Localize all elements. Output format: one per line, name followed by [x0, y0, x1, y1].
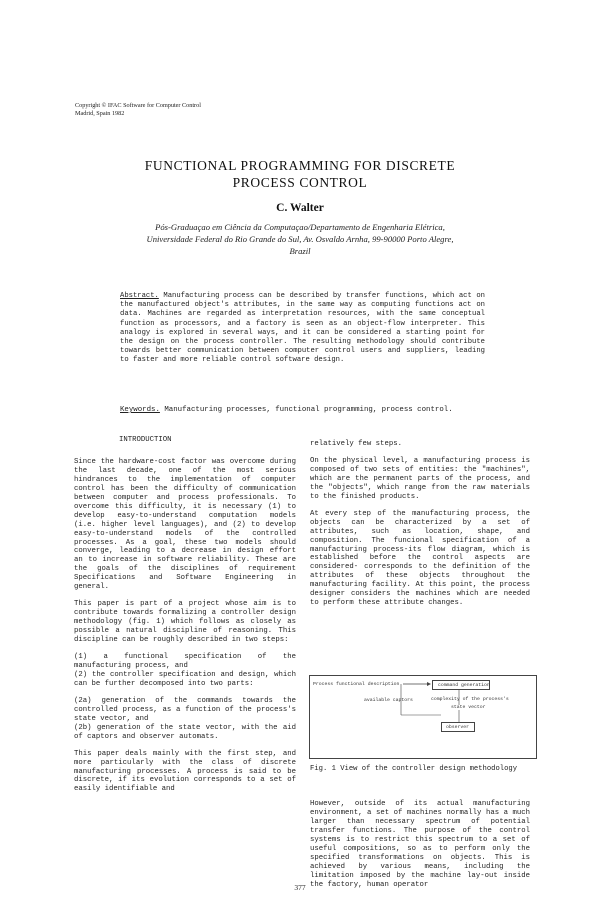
- figure-label-state-vector: state vector: [451, 705, 486, 710]
- copyright-line-1: Copyright © IFAC Software for Computer Control: [75, 102, 201, 109]
- affiliation-line-1: Pós-Graduaçao em Ciência da Computaçao/Departamento de Engenharia Elétrica,: [155, 222, 445, 232]
- list-item-2b: (2b) generation of the state vector, with the aid of captors and observer automats.: [74, 723, 296, 741]
- figure-connectors: [309, 675, 537, 759]
- keywords-text: Manufacturing processes, functional programming, process control.: [164, 406, 453, 414]
- right-column: [310, 440, 530, 616]
- figure-1-diagram: [309, 675, 537, 759]
- intro-paragraph-3: This paper deals mainly with the first step, and more particularly with the class of discrete manufacturing processes. A process is said to be discrete, if its evolution corresponds to a set of easily identifiable and: [74, 749, 296, 794]
- right-paragraph-0: relatively few steps.: [310, 440, 402, 448]
- keywords: [120, 406, 500, 415]
- right-paragraph-3: However, outside of its actual manufacturing environment, a set of machines normally has a much larger than necessary spectrum of potential transfer functions. The purpose of the control systems is to restrict this spectrum to a set of useful compositions, so as to perform only the specified transformations on objects. This is achieved by various means, including the limitation imposed by the machine lay-out inside the factory, human operator: [310, 800, 530, 889]
- list-item-1: (1) a functional specification of the manufacturing process, and: [74, 653, 296, 670]
- copyright-notice: [75, 102, 201, 117]
- abstract-label: Abstract.: [120, 292, 159, 300]
- figure-label-command: command generation: [438, 682, 490, 688]
- page-number: 377: [294, 883, 306, 892]
- figure-box-observer: [441, 722, 475, 732]
- right-paragraph-1: On the physical level, a manufacturing process is composed of two sets of entities: the "machines", which are the permanent parts of the process, and the "objects", which range from the raw materials to the finished products.: [310, 456, 530, 501]
- intro-paragraph-2: This paper is part of a project whose aim is to contribute towards formalizing a controller design methodology (fig. 1) which follows as closely as possible a natural discipline of reasoning. This discipline can be roughly described in two steps:: [74, 600, 296, 645]
- figure-label-spec: Process functional description: [313, 682, 400, 687]
- list-item-2: (2) the controller specification and design, which can be further decomposed into two parts:: [74, 670, 296, 688]
- paper-title: [0, 157, 600, 191]
- intro-paragraph-1: Since the hardware-cost factor was overcome during the last decade, one of the most serious hindrances to the implementation of computer control has been the difficulty of communication between computer and process professionals. To overcome this difficulty, it is necessary (1) to develop easy-to-understand computation models (i.e. higher level languages), and (2) to develop easy-to-understand models of the controlled processes. As a goal, these two models should converge, leading to a decrease in design effort an to increase in software reliability. These are the goals of the disciplines of requirement Specifications and Software Engineering in general.: [74, 457, 296, 592]
- author-name: C. Walter: [276, 202, 324, 214]
- title-line-2: PROCESS CONTROL: [232, 175, 368, 190]
- arrow-head-cmd: [427, 682, 431, 686]
- abstract-text: Manufacturing process can be described by transfer functions, which act on the manufactured object's attributes, in the same way as computing functions act on data. Machines are regarded as interpretation resources, with the same conceptual function as processors, and a factory is seen as an object-flow interpreter. This analogy is explored in several ways, and it can be considered a starting point for the design on the process controller. The resulting methodology should contribute towards better communication between computer control users and suppliers, leading to faster and more reliable control software design.: [120, 292, 485, 365]
- list-item-2a: (2a) generation of the commands towards the controlled process, as a function of the process's state vector, and: [74, 696, 296, 723]
- copyright-line-2: Madrid, Spain 1982: [75, 109, 125, 117]
- figure-label-observer: observer: [446, 724, 470, 730]
- keywords-label: Keywords.: [120, 406, 160, 414]
- abstract: [120, 292, 485, 366]
- left-column: [74, 436, 296, 802]
- section-heading-introduction: INTRODUCTION: [119, 436, 172, 444]
- affiliation-line-3: Brazil: [289, 246, 311, 256]
- figure-box-command: [432, 680, 490, 690]
- figure-label-complexity: complexity of the process's: [431, 697, 509, 702]
- right-paragraph-2: At every step of the manufacturing process, the objects can be characterized by a set of attributes, such as location, shape, and composition. The funcional specification of a manufacturing process-its flow diagram, which is established before the control aspects are considered- corresponds to the definition of the attributes of these objects throughout the manufacturing facility. At this point, the process designer considers the machines which are needed to perform these attribute changes.: [310, 509, 530, 608]
- affiliation-line-2: Universidade Federal do Rio Grande do Sul, Av. Osvaldo Arnha, 99-90000 Porto Alegre,: [146, 234, 454, 244]
- figure-label-captors: available captors: [364, 698, 413, 703]
- figure-1-caption: Fig. 1 View of the controller design methodology: [310, 765, 518, 773]
- author-affiliation: [100, 221, 500, 257]
- title-line-1: FUNCTIONAL PROGRAMMING FOR DISCRETE: [144, 158, 456, 173]
